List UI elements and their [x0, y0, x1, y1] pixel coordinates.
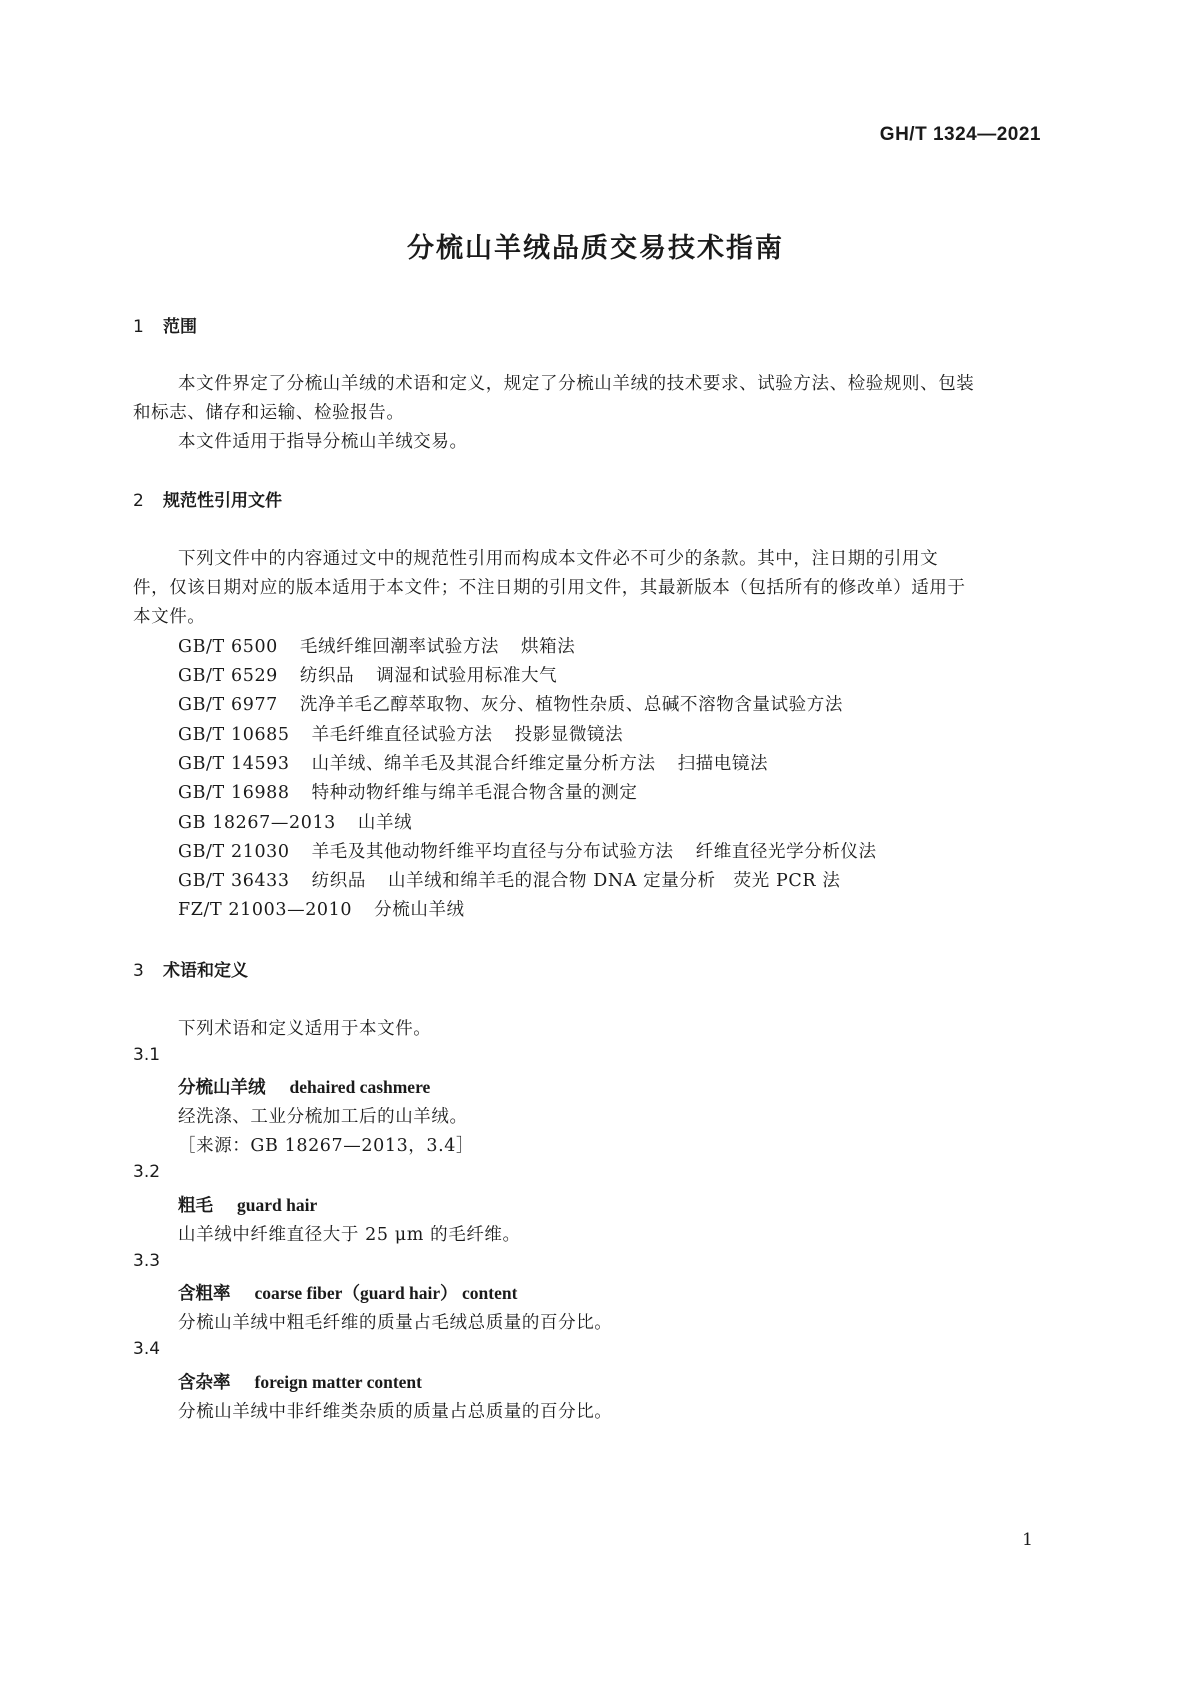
ref-subtitle: 纤维直径光学分析仪法	[695, 842, 877, 862]
term-en: coarse fiber（guard hair） content	[254, 1283, 518, 1303]
document-title: 分梳山羊绒品质交易技术指南	[407, 233, 784, 264]
normative-intro-line: 本文件。	[133, 607, 206, 627]
ref-code: FZ/T 21003—2010	[178, 900, 353, 920]
ref-code: GB/T 36433	[178, 871, 290, 891]
section-heading-terms	[133, 956, 248, 981]
term-definition: 经洗涤、工业分梳加工后的山羊绒。	[178, 1107, 468, 1127]
section-title: 术语和定义	[163, 961, 248, 981]
reference-item	[178, 721, 623, 746]
scope-paragraph-line: 本文件界定了分梳山羊绒的术语和定义，规定了分梳山羊绒的技术要求、试验方法、检验规则、包装	[178, 374, 975, 394]
ref-subtitle: 扫描电镜法	[677, 754, 769, 774]
term-number: 3.3	[133, 1251, 161, 1271]
term-number: 3.1	[133, 1045, 161, 1065]
section-number: 2	[133, 491, 144, 511]
terms-intro: 下列术语和定义适用于本文件。	[178, 1019, 432, 1039]
ref-subtitle: 烘箱法	[521, 637, 576, 657]
term-number: 3.2	[133, 1162, 161, 1182]
ref-title: 分梳山羊绒	[374, 900, 465, 920]
section-title: 规范性引用文件	[163, 491, 282, 511]
term-zh: 含杂率	[178, 1373, 231, 1393]
ref-title: 山羊绒、绵羊毛及其混合纤维定量分析方法	[311, 754, 656, 774]
ref-subtitle: 调湿和试验用标准大气	[376, 666, 558, 686]
term-heading	[178, 1192, 317, 1217]
ref-title: 羊毛及其他动物纤维平均直径与分布试验方法	[311, 842, 674, 862]
reference-item	[178, 633, 575, 658]
term-en: guard hair	[237, 1195, 318, 1215]
ref-title: 纺织品	[311, 871, 366, 891]
normative-intro-line: 下列文件中的内容通过文中的规范性引用而构成本文件必不可少的条款。其中，注日期的引用文	[178, 549, 939, 569]
normative-intro-line: 件，仅该日期对应的版本适用于本文件；不注日期的引用文件，其最新版本（包括所有的修改单）适用于	[133, 578, 966, 598]
reference-item	[178, 867, 840, 892]
reference-item	[178, 691, 843, 716]
ref-subtitle: 投影显微镜法	[514, 725, 624, 745]
ref-subtitle: 山羊绒和绵羊毛的混合物 DNA 定量分析 荧光 PCR 法	[387, 871, 841, 891]
reference-item	[178, 750, 768, 775]
term-en: dehaired cashmere	[289, 1077, 431, 1097]
standard-number: GH/T 1324—2021	[879, 124, 1041, 145]
ref-code: GB/T 6500	[178, 637, 278, 657]
section-number: 1	[133, 317, 144, 337]
term-number: 3.4	[133, 1339, 161, 1359]
term-zh: 分梳山羊绒	[178, 1078, 266, 1098]
ref-title: 洗净羊毛乙醇萃取物、灰分、植物性杂质、总碱不溶物含量试验方法	[299, 695, 843, 715]
ref-title: 特种动物纤维与绵羊毛混合物含量的测定	[311, 783, 638, 803]
ref-code: GB 18267—2013	[178, 813, 336, 833]
term-heading	[178, 1074, 430, 1099]
term-definition: 分梳山羊绒中粗毛纤维的质量占毛绒总质量的百分比。	[178, 1313, 613, 1333]
ref-code: GB/T 6529	[178, 666, 278, 686]
reference-item	[178, 662, 557, 687]
ref-title: 羊毛纤维直径试验方法	[311, 725, 493, 745]
reference-item	[178, 838, 877, 863]
ref-code: GB/T 16988	[178, 783, 290, 803]
scope-paragraph-line: 和标志、储存和运输、检验报告。	[133, 403, 405, 423]
term-heading	[178, 1369, 422, 1394]
section-number: 3	[133, 961, 144, 981]
ref-code: GB/T 14593	[178, 754, 290, 774]
ref-title: 纺织品	[299, 666, 355, 686]
term-heading	[178, 1280, 517, 1305]
term-source: ［来源：GB 18267—2013，3.4］	[178, 1136, 475, 1156]
section-heading-normative	[133, 486, 282, 511]
reference-item	[178, 896, 465, 921]
ref-title: 山羊绒	[357, 813, 413, 833]
ref-code: GB/T 6977	[178, 695, 278, 715]
reference-item	[178, 779, 637, 804]
reference-item	[178, 809, 412, 834]
ref-code: GB/T 10685	[178, 725, 290, 745]
section-title: 范围	[163, 317, 197, 337]
section-heading-scope	[133, 312, 197, 337]
page-number: 1	[1022, 1530, 1033, 1550]
term-zh: 粗毛	[178, 1196, 213, 1216]
term-definition: 山羊绒中纤维直径大于 25 μm 的毛纤维。	[178, 1225, 521, 1245]
term-zh: 含粗率	[178, 1284, 231, 1304]
ref-code: GB/T 21030	[178, 842, 290, 862]
term-definition: 分梳山羊绒中非纤维类杂质的质量占总质量的百分比。	[178, 1402, 613, 1422]
ref-title: 毛绒纤维回潮率试验方法	[299, 637, 500, 657]
term-en: foreign matter content	[254, 1372, 422, 1392]
scope-paragraph: 本文件适用于指导分梳山羊绒交易。	[178, 432, 468, 452]
